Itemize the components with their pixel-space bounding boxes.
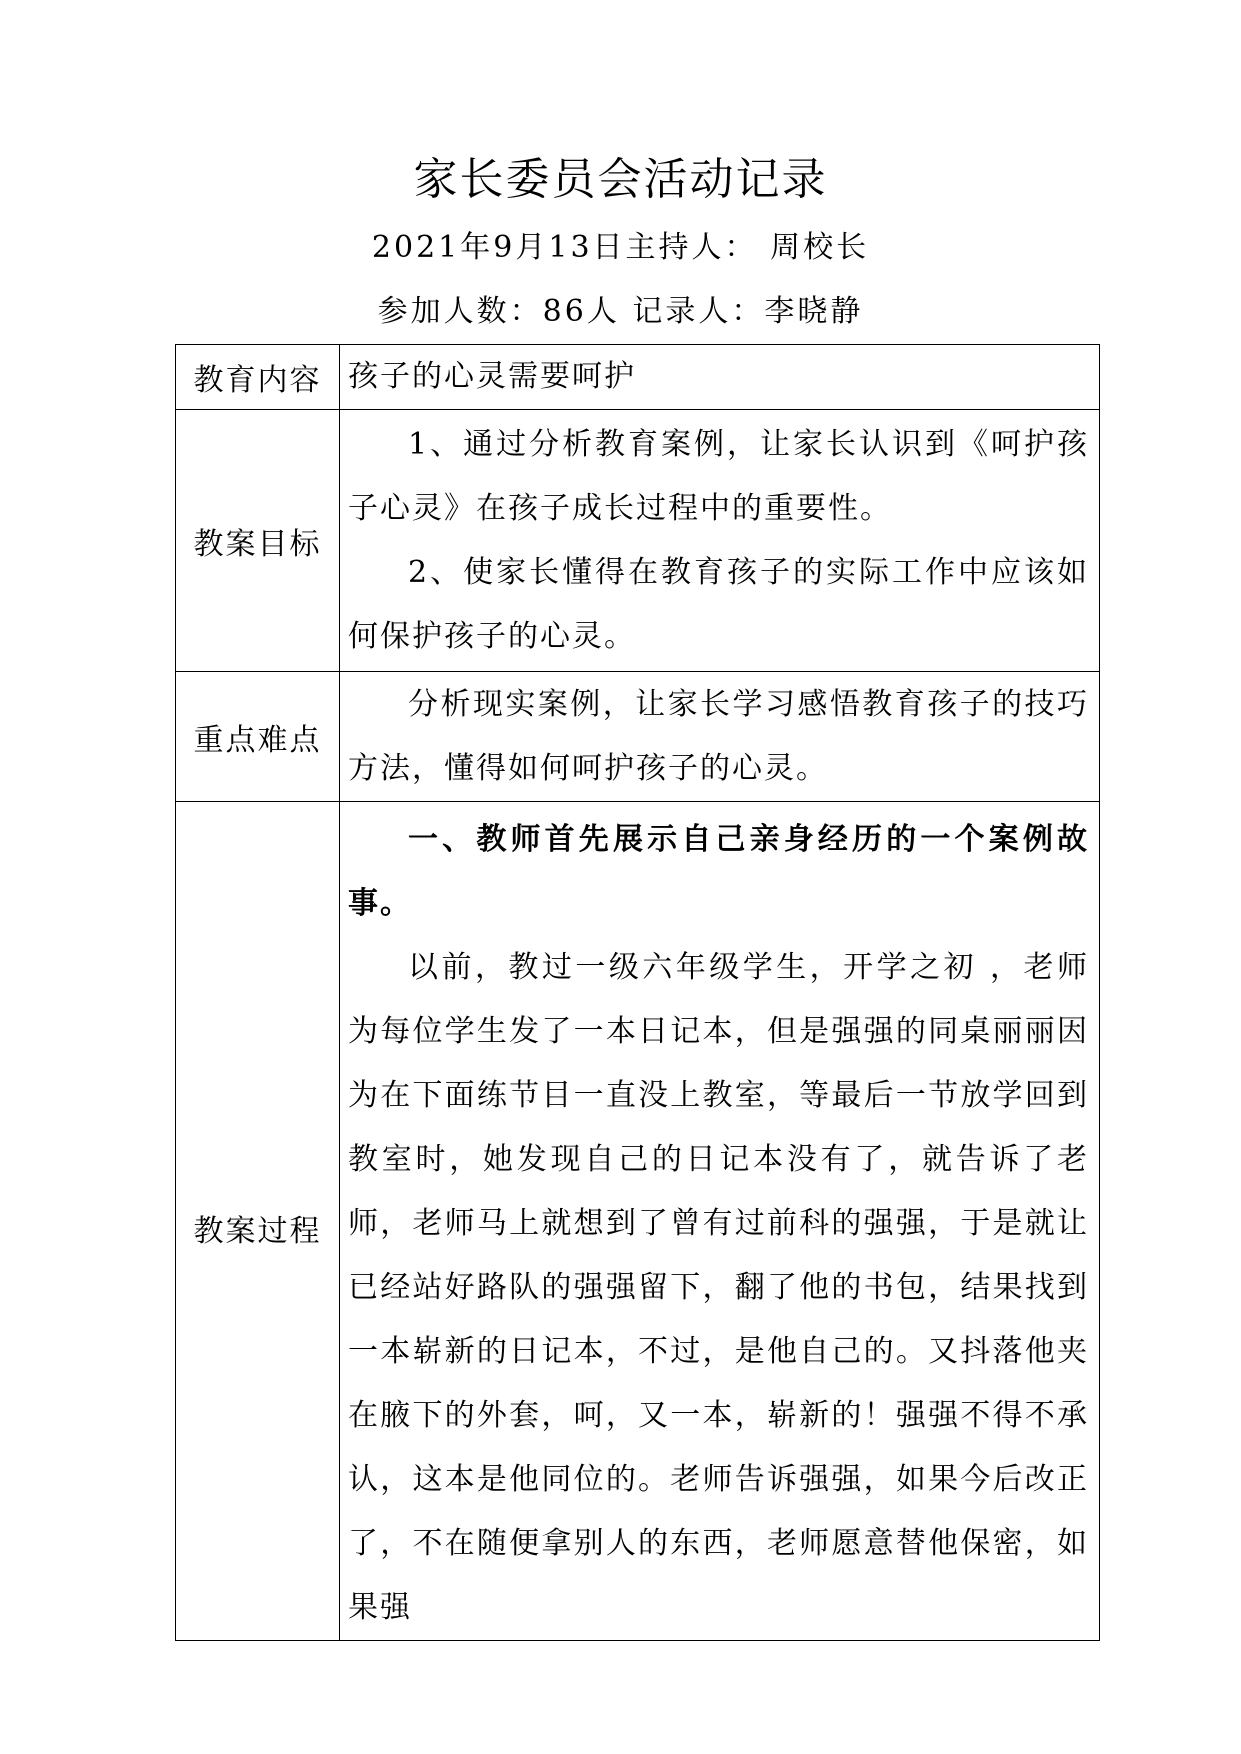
goal-paragraph-1: 1、通过分析教育案例，让家长认识到《呵护孩子心灵》在孩子成长过程中的重要性。 — [348, 426, 1089, 526]
row-label: 教育内容 — [176, 345, 340, 410]
table-row-lesson-process — [176, 802, 1100, 1641]
row-label: 教案过程 — [176, 802, 340, 1641]
table-row-lesson-goals — [176, 410, 1100, 672]
row-content-cell — [340, 410, 1100, 672]
row-label: 重点难点 — [176, 672, 340, 802]
table-row-education-content — [176, 345, 1100, 410]
date-host-line: 2021年9月13日主持人： 周校长 — [371, 230, 870, 265]
row-content-cell — [340, 802, 1100, 1641]
row-content-cell — [340, 672, 1100, 802]
table-row-key-points — [176, 672, 1100, 802]
row-content-cell — [340, 345, 1100, 410]
row-text: 孩子的心灵需要呵护 — [348, 359, 636, 394]
process-story-paragraph: 以前，教过一级六年级学生，开学之初 ，老师为每位学生发了一本日记本，但是强强的同桌丽丽因为在下面练节目一直没上教室，等最后一节放学回到教室时，她发现自己的日记本没有了，就告诉了老师，老师马上就想到了曾有过前科的强强，于是就让已经站好路队的强强留下，翻了他的书包，结果找到一本崭新的日记本，不过，是他自己的。又抖落他夹在腋下的外套，呵，又一本，崭新的！强强不得不承认，这本是他同位的。老师告诉强强，如果今后改正了，不在随便拿别人的东西，老师愿意替他保密，如果强 — [348, 950, 1089, 1625]
process-heading: 一、教师首先展示自己亲身经历的一个案例故事。 — [348, 822, 1089, 921]
row-label: 教案目标 — [176, 410, 340, 672]
attendance-recorder-line: 参加人数：86人 记录人：李晓静 — [377, 294, 864, 329]
document-title: 家长委员会活动记录 — [413, 154, 828, 205]
record-table — [175, 344, 1100, 1641]
goal-paragraph-2: 2、使家长懂得在教育孩子的实际工作中应该如何保护孩子的心灵。 — [348, 554, 1089, 654]
key-points-paragraph: 分析现实案例，让家长学习感悟教育孩子的技巧方法，懂得如何呵护孩子的心灵。 — [348, 686, 1089, 786]
